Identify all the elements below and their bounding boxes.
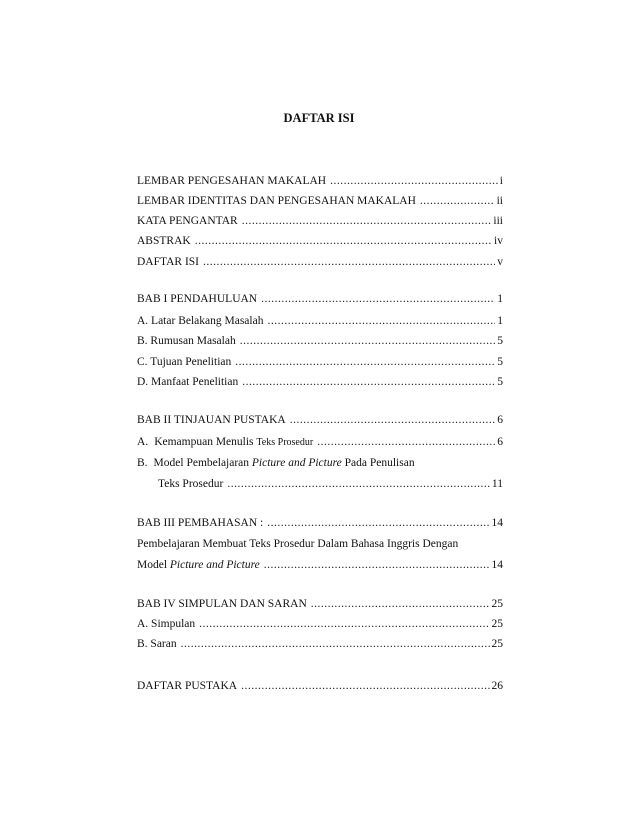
toc-entry-label-pre: Model Pembelajaran <box>153 457 250 469</box>
toc-entry-label-italic: Picture and Picture <box>251 457 342 469</box>
toc-entry <box>137 193 503 209</box>
toc-entry <box>137 636 503 652</box>
toc-entry-label: B. Saran <box>137 638 177 650</box>
dot-leader <box>227 476 490 492</box>
toc-entry-label <box>154 434 313 451</box>
toc-entry-page: 5 <box>497 376 503 388</box>
dot-leader <box>264 557 490 573</box>
toc-entry-label: A. Simpulan <box>137 618 196 630</box>
toc-entry-page: 14 <box>491 559 503 571</box>
toc-entry-label: B. Rumusan Masalah <box>137 335 236 347</box>
dot-leader <box>267 515 489 531</box>
toc-entry <box>158 476 503 492</box>
dot-leader <box>242 213 492 229</box>
dot-leader <box>311 596 490 612</box>
toc-entry-page: i <box>499 175 503 187</box>
toc-entry-label <box>154 455 415 471</box>
toc-entry-label: LEMBAR PENGESAHAN MAKALAH <box>137 175 327 187</box>
toc-entry <box>137 515 503 531</box>
toc-entry <box>137 434 503 450</box>
toc-entry-page: 1 <box>497 293 503 305</box>
toc-entry-label: D. Manfaat Penelitian <box>137 376 239 388</box>
dot-leader <box>199 616 489 632</box>
toc-entry-page: 1 <box>497 315 503 327</box>
toc-entry <box>137 455 503 471</box>
toc-entry <box>137 616 503 632</box>
toc-entry-label: Teks Prosedur <box>158 478 224 490</box>
toc-entry-page: 25 <box>491 638 503 650</box>
toc-entry-number: B. <box>137 457 148 469</box>
toc-entry <box>137 374 503 390</box>
toc-entry <box>137 678 503 694</box>
toc-entry-page: v <box>497 256 503 268</box>
toc-entry-label: DAFTAR ISI <box>137 256 200 268</box>
toc-entry-label <box>137 557 260 573</box>
toc-entry-label: BAB III PEMBAHASAN : <box>137 517 264 529</box>
toc-entry-page: 11 <box>491 478 503 490</box>
toc-entry-label-italic: Picture and Picture <box>169 559 260 571</box>
toc-entry-label-main: Kemampuan Menulis <box>154 436 254 448</box>
toc-entry-page: 6 <box>497 436 503 448</box>
dot-leader <box>317 434 495 450</box>
toc-entry-page: iii <box>493 215 503 227</box>
toc-entry <box>137 557 503 573</box>
dot-leader <box>290 412 496 428</box>
toc-entry <box>137 333 503 349</box>
toc-entry-page: iv <box>494 235 503 247</box>
toc-entry-page: 25 <box>491 598 503 610</box>
dot-leader <box>240 333 496 349</box>
toc-entry <box>137 412 503 428</box>
toc-entry-label-pre: Model <box>137 559 168 571</box>
dot-leader <box>195 233 492 249</box>
toc-entry-page: 26 <box>491 680 503 692</box>
toc-entry <box>137 291 503 307</box>
dot-leader <box>242 374 495 390</box>
dot-leader <box>267 313 495 329</box>
dot-leader <box>235 354 495 370</box>
toc-entry-number: A. <box>137 436 149 448</box>
toc-entry-label-post: Pada Penulisan <box>344 457 415 469</box>
toc-entry-label: BAB IV SIMPULAN DAN SARAN <box>137 598 307 610</box>
toc-entry-label: Pembelajaran Membuat Teks Prosedur Dalam Bahasa Inggris Dengan <box>137 538 459 550</box>
toc-entry-page: ii <box>496 195 503 207</box>
toc-entry-label: A. Latar Belakang Masalah <box>137 315 264 327</box>
toc-entry-label-small: Teks Prosedur <box>256 437 314 448</box>
dot-leader <box>330 173 498 189</box>
dot-leader <box>181 636 490 652</box>
toc-entry-page: 14 <box>491 517 503 529</box>
dot-leader <box>420 193 495 209</box>
toc-entry <box>137 313 503 329</box>
toc-entry <box>137 173 503 189</box>
toc-entry <box>137 213 503 229</box>
toc-entry-page: 6 <box>497 414 503 426</box>
toc-entry-page: 5 <box>497 356 503 368</box>
toc-entry <box>137 596 503 612</box>
toc-entry <box>137 536 503 552</box>
toc-entry-page: 5 <box>497 335 503 347</box>
toc-entry-page: 25 <box>491 618 503 630</box>
toc-entry-label: DAFTAR PUSTAKA <box>137 680 238 692</box>
toc-entry-label: KATA PENGANTAR <box>137 215 238 227</box>
toc-entry-label: ABSTRAK <box>137 235 191 247</box>
page-title: DAFTAR ISI <box>283 111 355 125</box>
toc-entry <box>137 233 503 249</box>
toc-entry-label: BAB I PENDAHULUAN <box>137 293 258 305</box>
toc-entry-label: BAB II TINJAUAN PUSTAKA <box>137 414 286 426</box>
dot-leader <box>203 254 495 270</box>
toc-entry-label: LEMBAR IDENTITAS DAN PENGESAHAN MAKALAH <box>137 195 416 207</box>
dot-leader <box>261 291 495 307</box>
dot-leader <box>241 678 489 694</box>
toc-entry <box>137 354 503 370</box>
toc-entry <box>137 254 503 270</box>
toc-entry-label: C. Tujuan Penelitian <box>137 356 232 368</box>
